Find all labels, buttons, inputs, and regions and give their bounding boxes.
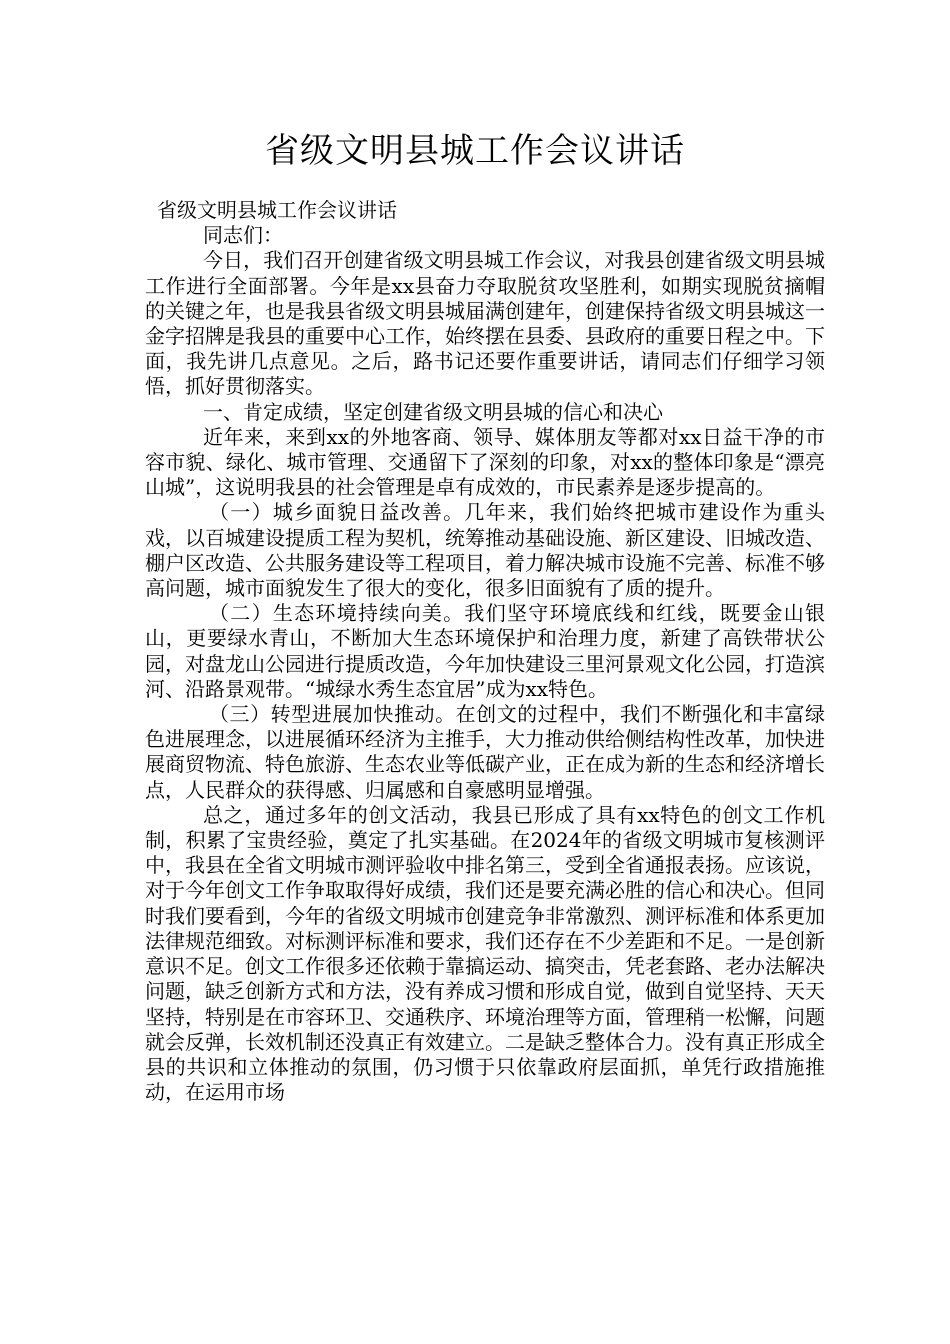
paragraph-point-2: （二）生态环境持续向美。我们坚守环境底线和红线，既要金山银山，更要绿水青山，不断加大生态环境保护和治理力度，新建了高铁带状公园，对盘龙山公园进行提质改造，今年加快建设三里河景观文化公园，打造滨河、沿路景观带。“城绿水秀生态宜居”成为xx特色。	[145, 601, 825, 701]
paragraph-point-3: （三）转型进展加快推动。在创文的过程中，我们不断强化和丰富绿色进展理念，以进展循环经济为主推手，大力推动供给侧结构性改革，加快进展商贸物流、特色旅游、生态农业等低碳产业，正在成为新的生态和经济增长点，人民群众的获得感、归属感和自豪感明显增强。	[145, 702, 825, 802]
paragraph-intro: 今日，我们召开创建省级文明县城工作会议，对我县创建省级文明县城工作进行全面部署。今年是xx县奋力夺取脱贫攻坚胜利，如期实现脱贫摘帽的关键之年，也是我县省级文明县城届满创建年，创建保持省级文明县城这一金字招牌是我县的重要中心工作，始终摆在县委、县政府的重要日程之中。下面，我先讲几点意见。之后，路书记还要作重要讲话，请同志们仔细学习领悟，抓好贯彻落实。	[145, 248, 825, 399]
section-heading-1: 一、肯定成绩，坚定创建省级文明县城的信心和决心	[203, 399, 663, 424]
document-body	[145, 198, 825, 1105]
paragraph-point-1: （一）城乡面貌日益改善。几年来，我们始终把城市建设作为重头戏，以百城建设提质工程为契机，统筹推动基础设施、新区建设、旧城改造、棚户区改造、公共服务建设等工程项目，着力解决城市设施不完善、标准不够高问题，城市面貌发生了很大的变化，很多旧面貌有了质的提升。	[145, 500, 825, 601]
paragraph-summary: 总之，通过多年的创文活动，我县已形成了具有xx特色的创文工作机制，积累了宝贵经验，奠定了扎实基础。在2024年的省级文明城市复核测评中，我县在全省文明城市测评验收中排名第三，受到全省通报表扬。应该说，对于今年创文工作争取取得好成绩，我们还是要充满必胜的信心和决心。但同时我们要看到，今年的省级文明城市创建竞争非常激烈、测评标准和体系更加法律规范细致。对标测评标准和要求，我们还存在不少差距和不足。一是创新意识不足。创文工作很多还依赖于靠搞运动、搞突击，凭老套路、老办法解决问题，缺乏创新方式和方法，没有养成习惯和形成自觉，做到自觉坚持、天天坚持，特别是在市容环卫、交通秩序、环境治理等方面，管理稍一松懈，问题就会反弹，长效机制还没真正有效建立。二是缺乏整体合力。没有真正形成全县的共识和立体推动的氛围，仍习惯于只依靠政府层面抓，单凭行政措施推动，在运用市场	[145, 802, 825, 1105]
document-subtitle: 省级文明县城工作会议讲话	[157, 198, 397, 222]
document-title: 省级文明县城工作会议讲话	[265, 131, 685, 171]
paragraph-achievements: 近年来，来到xx的外地客商、领导、媒体朋友等都对xx日益干净的市容市貌、绿化、城市管理、交通留下了深刻的印象，对xx的整体印象是“漂亮山城”，这说明我县的社会管理是卓有成效的，市民素养是逐步提高的。	[145, 424, 825, 500]
salutation: 同志们：	[203, 223, 283, 248]
